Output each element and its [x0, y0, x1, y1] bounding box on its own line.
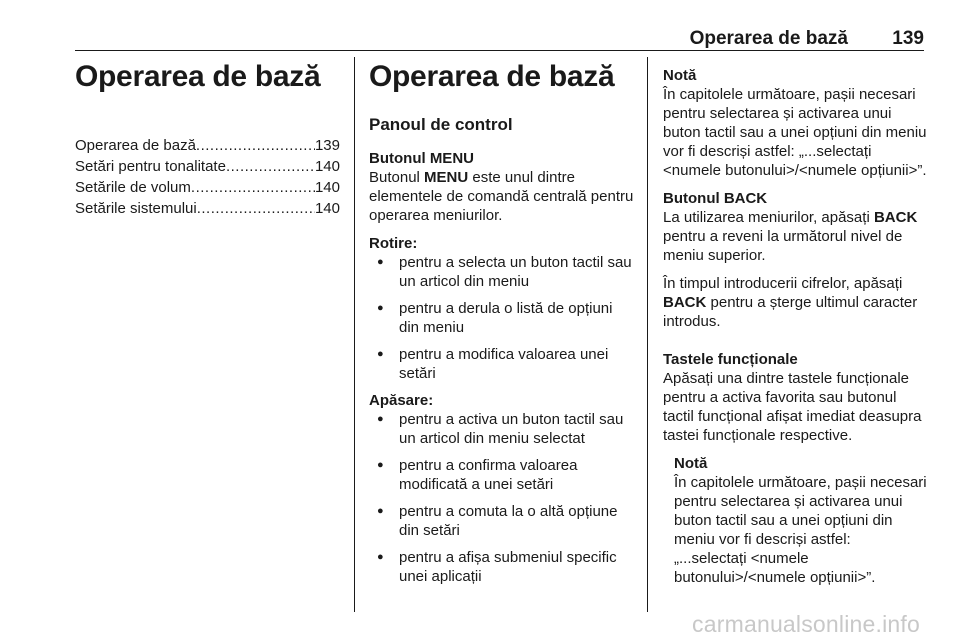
text-run: este unul dintre elementele de comandă centrală pentru operarea meniurilor. — [369, 168, 634, 224]
section-subtitle: Panoul de control — [369, 114, 513, 134]
menu-key-label: MENU — [424, 168, 469, 186]
toc-leader-dots — [226, 156, 315, 177]
back-button-heading: Butonul BACK — [663, 190, 768, 207]
list-item: ● pentru a modifica valoarea unei setări — [369, 345, 635, 383]
spacer — [663, 340, 927, 350]
toc-entry[interactable] — [75, 135, 340, 156]
text-run: Butonul — [369, 168, 425, 186]
list-item: ● pentru a activa un buton tactil sau un articol din meniu selectat — [369, 410, 635, 448]
list-item: ● pentru a confirma valoarea modificată a unei setări — [369, 456, 635, 494]
function-keys-heading: Tastele funcționale — [663, 351, 798, 368]
toc-entry-label: Operarea de bază — [75, 136, 196, 154]
text-run: pentru a șterge ultimul caracter introdus. — [663, 294, 918, 330]
text-run: pentru a reveni la următorul nivel de meniu superior. — [663, 228, 903, 264]
list-item: ● pentru a derula o listă de opțiuni din meniu — [369, 299, 635, 337]
note-title: Notă — [674, 455, 708, 472]
toc-entry-page: 140 — [314, 199, 340, 217]
side-column — [663, 66, 927, 596]
column-divider-1 — [354, 57, 355, 612]
toc-entry[interactable] — [75, 198, 340, 219]
press-label: Apăsare: — [369, 391, 434, 409]
toc-entry[interactable] — [75, 177, 340, 198]
menu-button-intro — [369, 168, 635, 225]
back-key-label: BACK — [873, 209, 918, 226]
toc-entry-page: 140 — [314, 178, 340, 196]
press-list — [369, 410, 635, 586]
list-item: ● pentru a afișa submeniul specific unei aplicații — [369, 548, 635, 586]
chapter-title: Operarea de bază — [75, 60, 321, 93]
back-paragraph-1 — [663, 208, 927, 265]
toc-list — [75, 135, 340, 219]
toc-entry-page: 140 — [314, 157, 340, 175]
toc-leader-dots — [196, 135, 315, 156]
list-item: ● pentru a selecta un buton tactil sau un articol din meniu — [369, 253, 635, 291]
note-body: În capitolele următoare, pașii necesari pentru selectarea și activarea unui buton tactil sau a unei opțiuni din meniu vor fi descriși astfel: „...selectați <numele butonului>/<numele opțiunii>”. — [674, 474, 927, 586]
toc-leader-dots — [191, 177, 315, 198]
toc-leader-dots — [197, 198, 315, 219]
section-title: Operarea de bază — [369, 60, 615, 93]
text-run: În timpul introducerii cifrelor, apăsați — [663, 275, 903, 292]
page-header — [75, 26, 924, 51]
note-body: În capitolele următoare, pașii necesari pentru selectarea și activarea unui buton tactil sau a unei opțiuni din meniu vor fi descriși astfel: „...selectați <numele butonului>/<numele opțiunii>”. — [663, 86, 927, 179]
back-paragraph-2 — [663, 274, 927, 331]
note-box — [663, 66, 927, 180]
list-item: ● pentru a comuta la o altă opțiune din setări — [369, 502, 635, 540]
main-column — [369, 60, 635, 594]
header-title: Operarea de bază — [689, 28, 848, 49]
note-title: Notă — [663, 67, 697, 84]
watermark: carmanualsonline.info — [692, 611, 920, 637]
header-page-number: 139 — [892, 28, 924, 49]
rotate-list — [369, 253, 635, 383]
note-box — [663, 454, 927, 587]
toc-entry-page: 139 — [314, 136, 340, 154]
menu-button-heading: Butonul MENU — [369, 149, 474, 167]
back-key-label: BACK — [663, 294, 707, 311]
toc-entry-label: Setările sistemului — [75, 199, 197, 217]
text-run: La utilizarea meniurilor, apăsați — [663, 209, 874, 226]
toc-column — [75, 60, 340, 219]
toc-entry-label: Setări pentru tonalitate — [75, 157, 226, 175]
function-keys-paragraph: Apăsați una dintre tastele funcționale pentru a activa favorita sau butonul tactil funcțional afișat imediat deasupra tastei funcționale respective. — [663, 370, 922, 444]
rotate-label: Rotire: — [369, 234, 418, 252]
toc-entry-label: Setările de volum — [75, 178, 191, 196]
toc-entry[interactable] — [75, 156, 340, 177]
column-divider-2 — [647, 57, 648, 612]
